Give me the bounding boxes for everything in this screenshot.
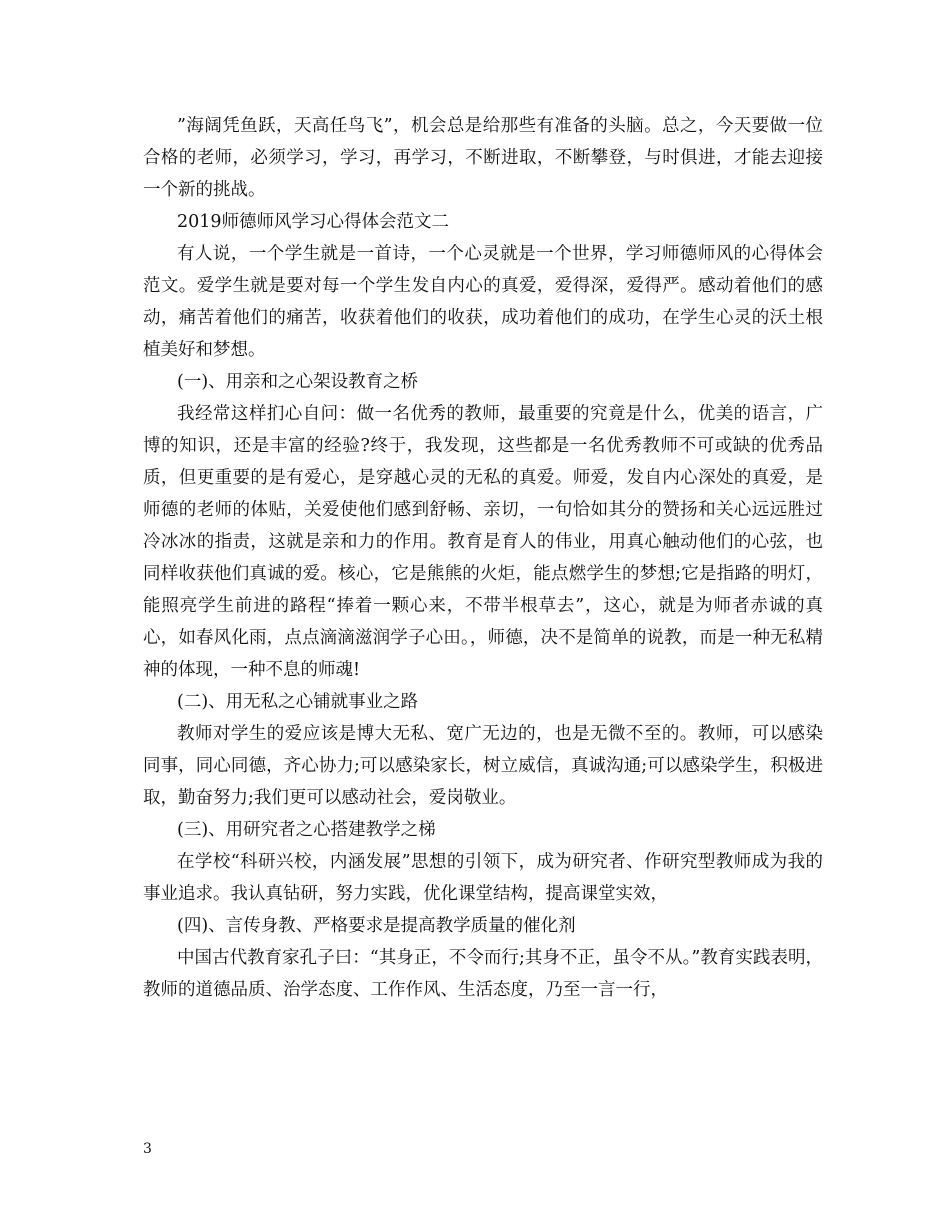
paragraph-5: 在学校“科研兴校，内涵发展”思想的引领下，成为研究者、作研究型教师成为我的事业追求。我认真钻研，努力实践，优化课堂结构，提高课堂实效，: [143, 852, 823, 904]
paragraph-1: ”海阔凭鱼跃，天高任鸟飞”，机会总是给那些有准备的头脑。总之，今天要做一位合格的老师，必须学习，学习，再学习，不断进取，不断攀登，与时俱进，才能去迎接一个新的挑战。: [143, 116, 823, 200]
section-title-essay-two: 2019师德师风学习心得体会范文二: [177, 212, 450, 232]
paragraph-6: 中国古代教育家孔子曰：“其身正，不令而行;其身不正，虽令不从。”教育实践表明，教师的道德品质、治学态度、工作作风、生活态度，乃至一言一行，: [143, 948, 823, 1000]
subheading-2: (二)、用无私之心铺就事业之路: [177, 692, 419, 712]
paragraph-2: 有人说，一个学生就是一首诗，一个心灵就是一个世界，学习师德师风的心得体会范文。爱学生就是要对每一个学生发自内心的真爱，爱得深，爱得严。感动着他们的感动，痛苦着他们的痛苦，收获着他们的收获，成功着他们的成功，在学生心灵的沃土根植美好和梦想。: [143, 244, 823, 360]
subheading-3: (三)、用研究者之心搭建教学之梯: [177, 820, 436, 840]
page-body: [143, 110, 823, 1006]
subheading-1: (一)、用亲和之心架设教育之桥: [177, 372, 419, 392]
page-number: 3: [143, 1141, 152, 1157]
subheading-4: (四)、言传身教、严格要求是提高教学质量的催化剂: [177, 916, 576, 936]
paragraph-3: 我经常这样扪心自问：做一名优秀的教师，最重要的究竟是什么，优美的语言，广博的知识，还是丰富的经验?终于，我发现，这些都是一名优秀教师不可或缺的优秀品质，但更重要的是有爱心，是穿越心灵的无私的真爱。师爱，发自内心深处的真爱，是师德的老师的体贴，关爱使他们感到舒畅、亲切，一句恰如其分的赞扬和关心远远胜过冷冰冰的指责，这就是亲和力的作用。教育是育人的伟业，用真心触动他们的心弦，也同样收获他们真诚的爱。核心，它是熊熊的火炬，能点燃学生的梦想;它是指路的明灯，能照亮学生前进的路程“捧着一颗心来，不带半根草去”，这心，就是为师者赤诚的真心，如春风化雨，点点滴滴滋润学子心田。，师德，决不是简单的说教，而是一种无私精神的体现，一种不息的师魂!: [143, 404, 823, 680]
paragraph-4: 教师对学生的爱应该是博大无私、宽广无边的，也是无微不至的。教师，可以感染同事，同心同德，齐心协力;可以感染家长，树立威信，真诚沟通;可以感染学生，积极进取，勤奋努力;我们更可以感动社会，爱岗敬业。: [143, 724, 823, 808]
